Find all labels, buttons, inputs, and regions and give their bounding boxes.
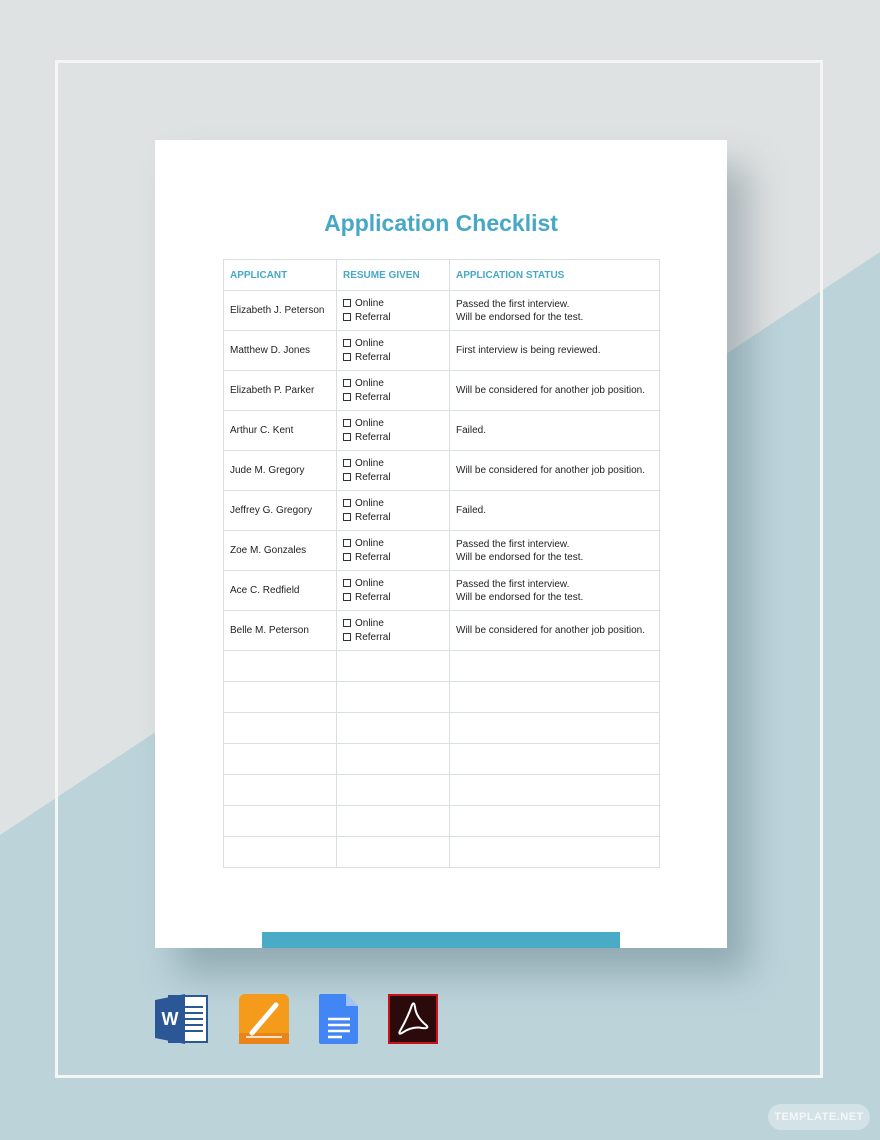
checkbox-label: Online — [355, 577, 384, 589]
svg-text:W: W — [161, 1009, 179, 1029]
application-status-cell — [450, 531, 660, 571]
resume-given-cell — [337, 531, 450, 571]
empty-cell — [224, 713, 337, 744]
empty-table-row — [224, 837, 660, 868]
table-header-row — [224, 260, 660, 291]
empty-table-row — [224, 806, 660, 837]
checkbox-box[interactable] — [343, 499, 351, 507]
empty-cell — [450, 744, 660, 775]
checkbox-box[interactable] — [343, 593, 351, 601]
empty-cell — [450, 775, 660, 806]
empty-cell — [337, 682, 450, 713]
checkbox-online[interactable] — [343, 337, 443, 351]
checkbox-label: Referral — [355, 391, 391, 403]
checkbox-box[interactable] — [343, 379, 351, 387]
empty-cell — [450, 806, 660, 837]
table-row — [224, 331, 660, 371]
status-line: First interview is being reviewed. — [456, 345, 601, 356]
checkbox-label: Online — [355, 497, 384, 509]
checkbox-referral[interactable] — [343, 511, 443, 525]
checkbox-box[interactable] — [343, 633, 351, 641]
checkbox-box[interactable] — [343, 419, 351, 427]
empty-table-row — [224, 713, 660, 744]
checkbox-label: Online — [355, 457, 384, 469]
table-row — [224, 291, 660, 331]
checkbox-label: Online — [355, 617, 384, 629]
empty-cell — [337, 775, 450, 806]
checkbox-label: Online — [355, 417, 384, 429]
application-status-cell — [450, 611, 660, 651]
application-status-cell — [450, 331, 660, 371]
resume-given-cell — [337, 291, 450, 331]
checkbox-online[interactable] — [343, 577, 443, 591]
checkbox-online[interactable] — [343, 297, 443, 311]
empty-table-row — [224, 744, 660, 775]
table-row — [224, 451, 660, 491]
document-title: Application Checklist — [324, 210, 558, 236]
checkbox-online[interactable] — [343, 537, 443, 551]
checkbox-label: Online — [355, 337, 384, 349]
status-line: Will be considered for another job position. — [456, 465, 645, 476]
table-row — [224, 611, 660, 651]
status-line: Will be endorsed for the test. — [456, 591, 584, 603]
google-docs-icon[interactable] — [318, 993, 360, 1045]
checkbox-label: Referral — [355, 591, 391, 603]
application-status-cell — [450, 571, 660, 611]
empty-cell — [337, 806, 450, 837]
resume-given-cell — [337, 611, 450, 651]
empty-table-row — [224, 682, 660, 713]
checkbox-box[interactable] — [343, 313, 351, 321]
table-row — [224, 571, 660, 611]
checkbox-label: Referral — [355, 631, 391, 643]
word-icon[interactable] — [155, 993, 209, 1045]
pages-icon[interactable] — [238, 993, 290, 1045]
checkbox-referral[interactable] — [343, 551, 443, 565]
empty-table-row — [224, 651, 660, 682]
applicant-name: Arthur C. Kent — [224, 411, 337, 451]
applicant-name: Matthew D. Jones — [224, 331, 337, 371]
checkbox-box[interactable] — [343, 339, 351, 347]
applicant-name: Zoe M. Gonzales — [224, 531, 337, 571]
checkbox-online[interactable] — [343, 417, 443, 431]
checkbox-referral[interactable] — [343, 431, 443, 445]
checkbox-label: Referral — [355, 351, 391, 363]
checkbox-box[interactable] — [343, 299, 351, 307]
status-line: Will be endorsed for the test. — [456, 551, 584, 563]
empty-cell — [224, 806, 337, 837]
applicant-name: Belle M. Peterson — [224, 611, 337, 651]
empty-cell — [224, 837, 337, 868]
applicant-name: Elizabeth J. Peterson — [224, 291, 337, 331]
checkbox-referral[interactable] — [343, 311, 443, 325]
checkbox-label: Online — [355, 297, 384, 309]
checkbox-label: Referral — [355, 551, 391, 563]
column-header-applicant: APPLICANT — [224, 260, 337, 291]
resume-given-cell — [337, 411, 450, 451]
column-header-resume-given: RESUME GIVEN — [337, 260, 450, 291]
status-line: Will be endorsed for the test. — [456, 311, 584, 323]
template-net-badge[interactable]: TEMPLATE.NET — [768, 1104, 870, 1130]
checkbox-referral[interactable] — [343, 351, 443, 365]
checkbox-online[interactable] — [343, 497, 443, 511]
empty-cell — [224, 744, 337, 775]
status-line: Will be considered for another job position. — [456, 625, 645, 636]
checkbox-label: Referral — [355, 311, 391, 323]
empty-cell — [450, 651, 660, 682]
table-row — [224, 411, 660, 451]
resume-given-cell — [337, 491, 450, 531]
status-line: Passed the first interview. — [456, 538, 570, 550]
document-page — [155, 140, 727, 948]
empty-cell — [224, 682, 337, 713]
table-row — [224, 371, 660, 411]
resume-given-cell — [337, 371, 450, 411]
application-status-cell — [450, 451, 660, 491]
checkbox-box[interactable] — [343, 579, 351, 587]
checklist-table — [223, 259, 660, 868]
table-row — [224, 491, 660, 531]
applicant-name: Elizabeth P. Parker — [224, 371, 337, 411]
column-header-application-status: APPLICATION STATUS — [450, 260, 660, 291]
empty-cell — [450, 713, 660, 744]
checkbox-box[interactable] — [343, 353, 351, 361]
application-status-cell — [450, 371, 660, 411]
resume-given-cell — [337, 571, 450, 611]
table-row — [224, 531, 660, 571]
checkbox-online[interactable] — [343, 457, 443, 471]
empty-cell — [337, 837, 450, 868]
resume-given-cell — [337, 451, 450, 491]
applicant-name: Jeffrey G. Gregory — [224, 491, 337, 531]
applicant-name: Jude M. Gregory — [224, 451, 337, 491]
checkbox-box[interactable] — [343, 539, 351, 547]
application-status-cell — [450, 291, 660, 331]
status-line: Passed the first interview. — [456, 578, 570, 590]
empty-cell — [224, 775, 337, 806]
empty-cell — [337, 744, 450, 775]
empty-cell — [450, 682, 660, 713]
checkbox-box[interactable] — [343, 393, 351, 401]
status-line: Failed. — [456, 505, 487, 516]
status-line: Passed the first interview. — [456, 298, 570, 310]
checkbox-box[interactable] — [343, 433, 351, 441]
applicant-name: Ace C. Redfield — [224, 571, 337, 611]
application-status-cell — [450, 491, 660, 531]
checkbox-box[interactable] — [343, 513, 351, 521]
checkbox-label: Online — [355, 537, 384, 549]
checkbox-label: Referral — [355, 511, 391, 523]
status-line: Will be considered for another job position. — [456, 385, 645, 396]
checkbox-label: Online — [355, 377, 384, 389]
empty-table-row — [224, 775, 660, 806]
checkbox-label: Referral — [355, 471, 391, 483]
empty-cell — [224, 651, 337, 682]
checkbox-online[interactable] — [343, 617, 443, 631]
empty-cell — [337, 713, 450, 744]
empty-cell — [337, 651, 450, 682]
empty-cell — [450, 837, 660, 868]
checkbox-referral[interactable] — [343, 591, 443, 605]
resume-given-cell — [337, 331, 450, 371]
checkbox-online[interactable] — [343, 377, 443, 391]
acrobat-pdf-icon[interactable] — [388, 993, 438, 1045]
checkbox-referral[interactable] — [343, 471, 443, 485]
checkbox-box[interactable] — [343, 553, 351, 561]
footer-accent-bar — [262, 932, 620, 948]
checkbox-referral[interactable] — [343, 391, 443, 405]
checkbox-label: Referral — [355, 431, 391, 443]
checkbox-box[interactable] — [343, 473, 351, 481]
checkbox-box[interactable] — [343, 459, 351, 467]
checkbox-box[interactable] — [343, 619, 351, 627]
status-line: Failed. — [456, 425, 487, 436]
application-status-cell — [450, 411, 660, 451]
checkbox-referral[interactable] — [343, 631, 443, 645]
